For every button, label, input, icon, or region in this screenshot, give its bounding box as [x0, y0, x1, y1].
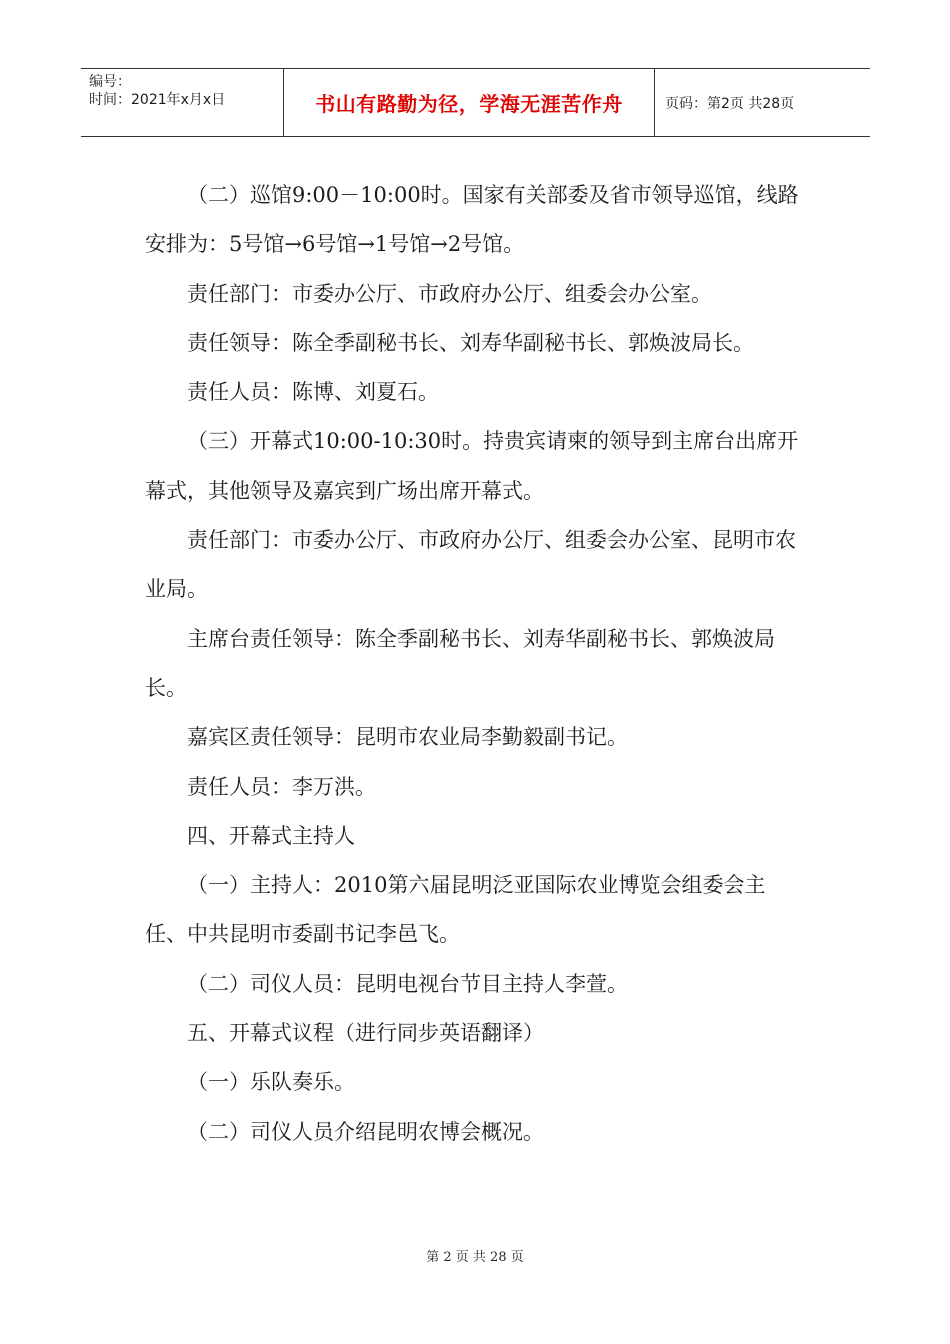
header-motto: 书山有路勤为径，学海无涯苦作舟 [283, 69, 655, 136]
paragraph: （三）开幕式10:00-10:30时。持贵宾请柬的领导到主席台出席开幕式，其他领导及嘉宾到广场出席开幕式。 [145, 429, 799, 503]
paragraph: （二）巡馆9:00－10:00时。国家有关部委及省市领导巡馆，线路安排为：5号馆→6号馆→1号馆→2号馆。 [145, 183, 799, 257]
paragraph: （一）主持人：2010第六届昆明泛亚国际农业博览会组委会主任、中共昆明市委副书记李邑飞。 [145, 873, 766, 947]
paragraph: 责任人员：李万洪。 [187, 774, 376, 799]
paragraph: （二）司仪人员介绍昆明农博会概况。 [187, 1119, 544, 1144]
doc-number-label: 编号： [89, 74, 131, 90]
paragraph: （一）乐队奏乐。 [187, 1070, 355, 1095]
paragraph: 责任部门：市委办公厅、市政府办公厅、组委会办公室。 [187, 281, 712, 306]
paragraph: 责任领导：陈全季副秘书长、刘寿华副秘书长、郭焕波局长。 [187, 330, 754, 355]
paragraph: 四、开幕式主持人 [187, 823, 355, 848]
paragraph: 五、开幕式议程（进行同步英语翻译） [187, 1021, 544, 1046]
page-footer: 第 2 页 共 28 页 [426, 1250, 524, 1265]
paragraph: （二）司仪人员：昆明电视台节目主持人李萱。 [187, 971, 628, 996]
header-page-info: 页码：第2页 共28页 [665, 95, 795, 112]
document-body [145, 171, 805, 1157]
paragraph: 责任部门：市委办公厅、市政府办公厅、组委会办公室、昆明市农业局。 [145, 528, 796, 602]
page-header [81, 68, 870, 137]
paragraph: 嘉宾区责任领导：昆明市农业局李勤毅副书记。 [187, 725, 628, 750]
paragraph: 责任人员：陈博、刘夏石。 [187, 380, 439, 405]
doc-time-label: 时间：2021年x月x日 [89, 92, 226, 108]
paragraph: 主席台责任领导：陈全季副秘书长、刘寿华副秘书长、郭焕波局长。 [145, 626, 775, 700]
header-meta [81, 69, 283, 136]
